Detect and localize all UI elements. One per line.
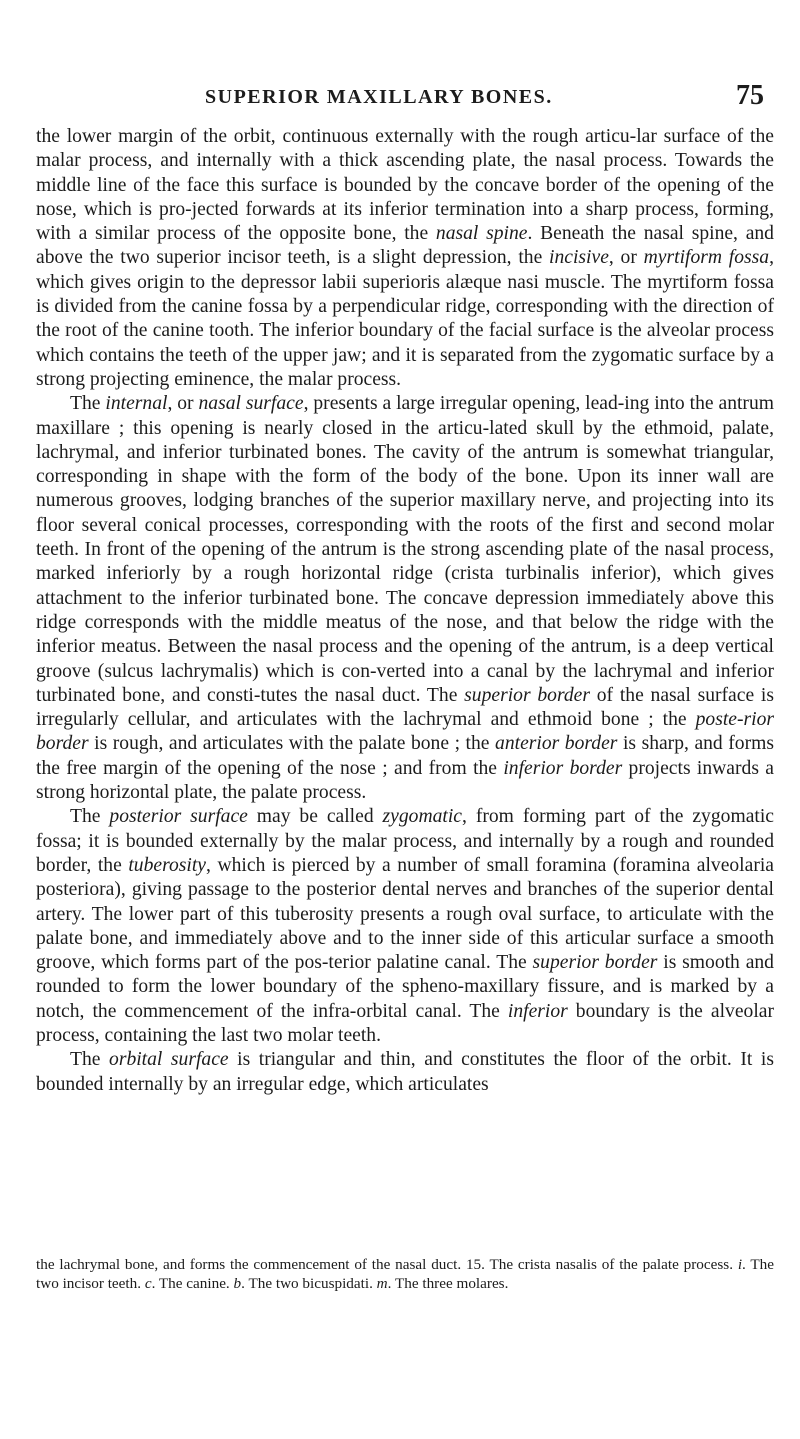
italic-term: zygomatic — [382, 806, 462, 828]
italic-term: posterior surface — [109, 806, 248, 828]
italic-term: c — [144, 1275, 152, 1293]
text-run: the lower margin of the orbit, continuous externally with the rough articu-lar surface of the malar process, and internally with a thick ascending plate, the nasal process. Towards the middle line of the face this surface is bounded by the concave border of the opening of the nose, which is pro-jected forwards at its inferior termination into a sharp process, forming, with a similar process of the opposite bone, the — [36, 126, 774, 245]
italic-term: incisive — [549, 247, 609, 269]
italic-term: internal — [105, 393, 168, 415]
text-run: . The two incisor teeth. — [36, 1256, 774, 1293]
italic-term: m — [376, 1275, 388, 1293]
text-run: is smooth and rounded to form the lower boundary of the spheno-maxillary fissure, and is marked by a notch, the commencement of the infra-orbital canal. The — [36, 952, 774, 1022]
italic-term: myrtiform fossa — [643, 247, 770, 269]
text-run: The — [70, 806, 110, 828]
text-run: , which gives origin to the depressor labii superioris alæque nasi muscle. The myrtiform fossa is divided from the canine fossa by a perpendicular ridge, corresponding with the direction of the root of the canine tooth. The inferior boundary of the facial surface is the alveolar process which contains the teeth of the upper jaw; and it is separated from the zygomatic surface by a strong projecting eminence, the malar process. — [36, 247, 774, 390]
page-number: 75 — [736, 80, 764, 111]
text-run: . The three molares. — [387, 1275, 509, 1293]
text-run: projects inwards a strong horizontal plate, the palate process. — [36, 757, 774, 804]
paragraph-posterior-surface — [36, 805, 774, 1048]
italic-term: poste-rior border — [36, 709, 774, 755]
text-run: The — [70, 393, 106, 415]
paragraph-orbital-surface — [36, 1048, 774, 1097]
body-text — [36, 125, 774, 1097]
text-run: the lachrymal bone, and forms the commencement of the nasal duct. 15. The crista nasalis of the palate process. — [36, 1256, 738, 1273]
italic-term: nasal surface — [198, 393, 304, 415]
text-run: , which is pierced by a number of small foramina (foramina alveolaria posteriora), giving passage to the posterior dental nerves and branches of the superior dental artery. The lower part of this tuberosity presents a rough oval surface, to articulate with the palate bone, and immediately above and to the inner side of this articular surface a smooth groove, which forms part of the pos-terior palatine canal. The — [36, 854, 774, 974]
italic-term: i — [737, 1256, 743, 1273]
italic-term: nasal spine — [435, 223, 528, 245]
text-run: of the nasal surface is irregularly cellular, and articulates with the lachrymal and ethmoid bone ; the — [36, 684, 774, 731]
paragraph-facial-surface — [36, 125, 774, 392]
text-run: , presents a large irregular opening, lead-ing into the antrum maxillare ; this opening is nearly closed in the articu-lated skull by the ethmoid, palate, lachrymal, and inferior turbinated bones. The cavity of the antrum is somewhat triangular, corresponding in shape with the form of the body of the bone. Upon its inner wall are numerous grooves, lodging branches of the superior maxillary nerve, and projecting into its floor several conical processes, corresponding with the roots of the first and second molar teeth. In front of the opening of the antrum is the strong ascending plate of the nasal process, marked inferiorly by a rough horizontal ridge (crista turbinalis inferior), which gives attachment to the inferior turbinated bone. The concave depression immediately above this ridge corresponds with the middle meatus of the nose, and that below the ridge with the inferior meatus. Between the nasal process and the opening of the antrum, is a deep vertical groove (sulcus lachrymalis) which is con-verted into a canal by the lachrymal and inferior turbinated bone, and consti-tutes the nasal duct. The — [36, 393, 774, 706]
running-head: SUPERIOR MAXILLARY BONES. — [205, 86, 553, 108]
paragraph-nasal-surface — [36, 392, 774, 805]
italic-term: inferior border — [503, 757, 623, 779]
text-run: , or — [167, 393, 199, 415]
italic-term: anterior border — [495, 733, 618, 755]
text-run: , or — [608, 247, 644, 269]
text-run: The — [70, 1049, 110, 1071]
italic-term: superior border — [464, 684, 590, 706]
text-run: , from forming part of the zygomatic fossa; it is bounded externally by the malar process, and internally by a rough and rounded border, the — [36, 806, 774, 876]
text-run: . The canine. — [151, 1275, 234, 1293]
text-run: may be called — [247, 806, 383, 828]
figure-caption-footnote — [36, 1255, 774, 1293]
italic-term: b — [233, 1275, 242, 1293]
text-run: boundary is the alveolar process, containing the last two molar teeth. — [36, 1000, 774, 1046]
italic-term: inferior — [507, 1000, 568, 1022]
italic-term: tuberosity — [128, 854, 206, 876]
page-header — [0, 80, 800, 116]
italic-term: orbital surface — [109, 1049, 229, 1071]
text-run: is rough, and articulates with the palate bone ; the — [88, 733, 496, 755]
text-run: . The two bicuspidati. — [241, 1275, 377, 1293]
italic-term: superior border — [532, 952, 658, 974]
text-run: . Beneath the nasal spine, and above the two superior incisor teeth, is a slight depression, the — [36, 223, 774, 269]
text-run: is triangular and thin, and constitutes the floor of the orbit. It is bounded internally by an irregular edge, which articulates — [36, 1049, 774, 1095]
text-run: is sharp, and forms the free margin of the opening of the nose ; and from the — [36, 733, 774, 779]
